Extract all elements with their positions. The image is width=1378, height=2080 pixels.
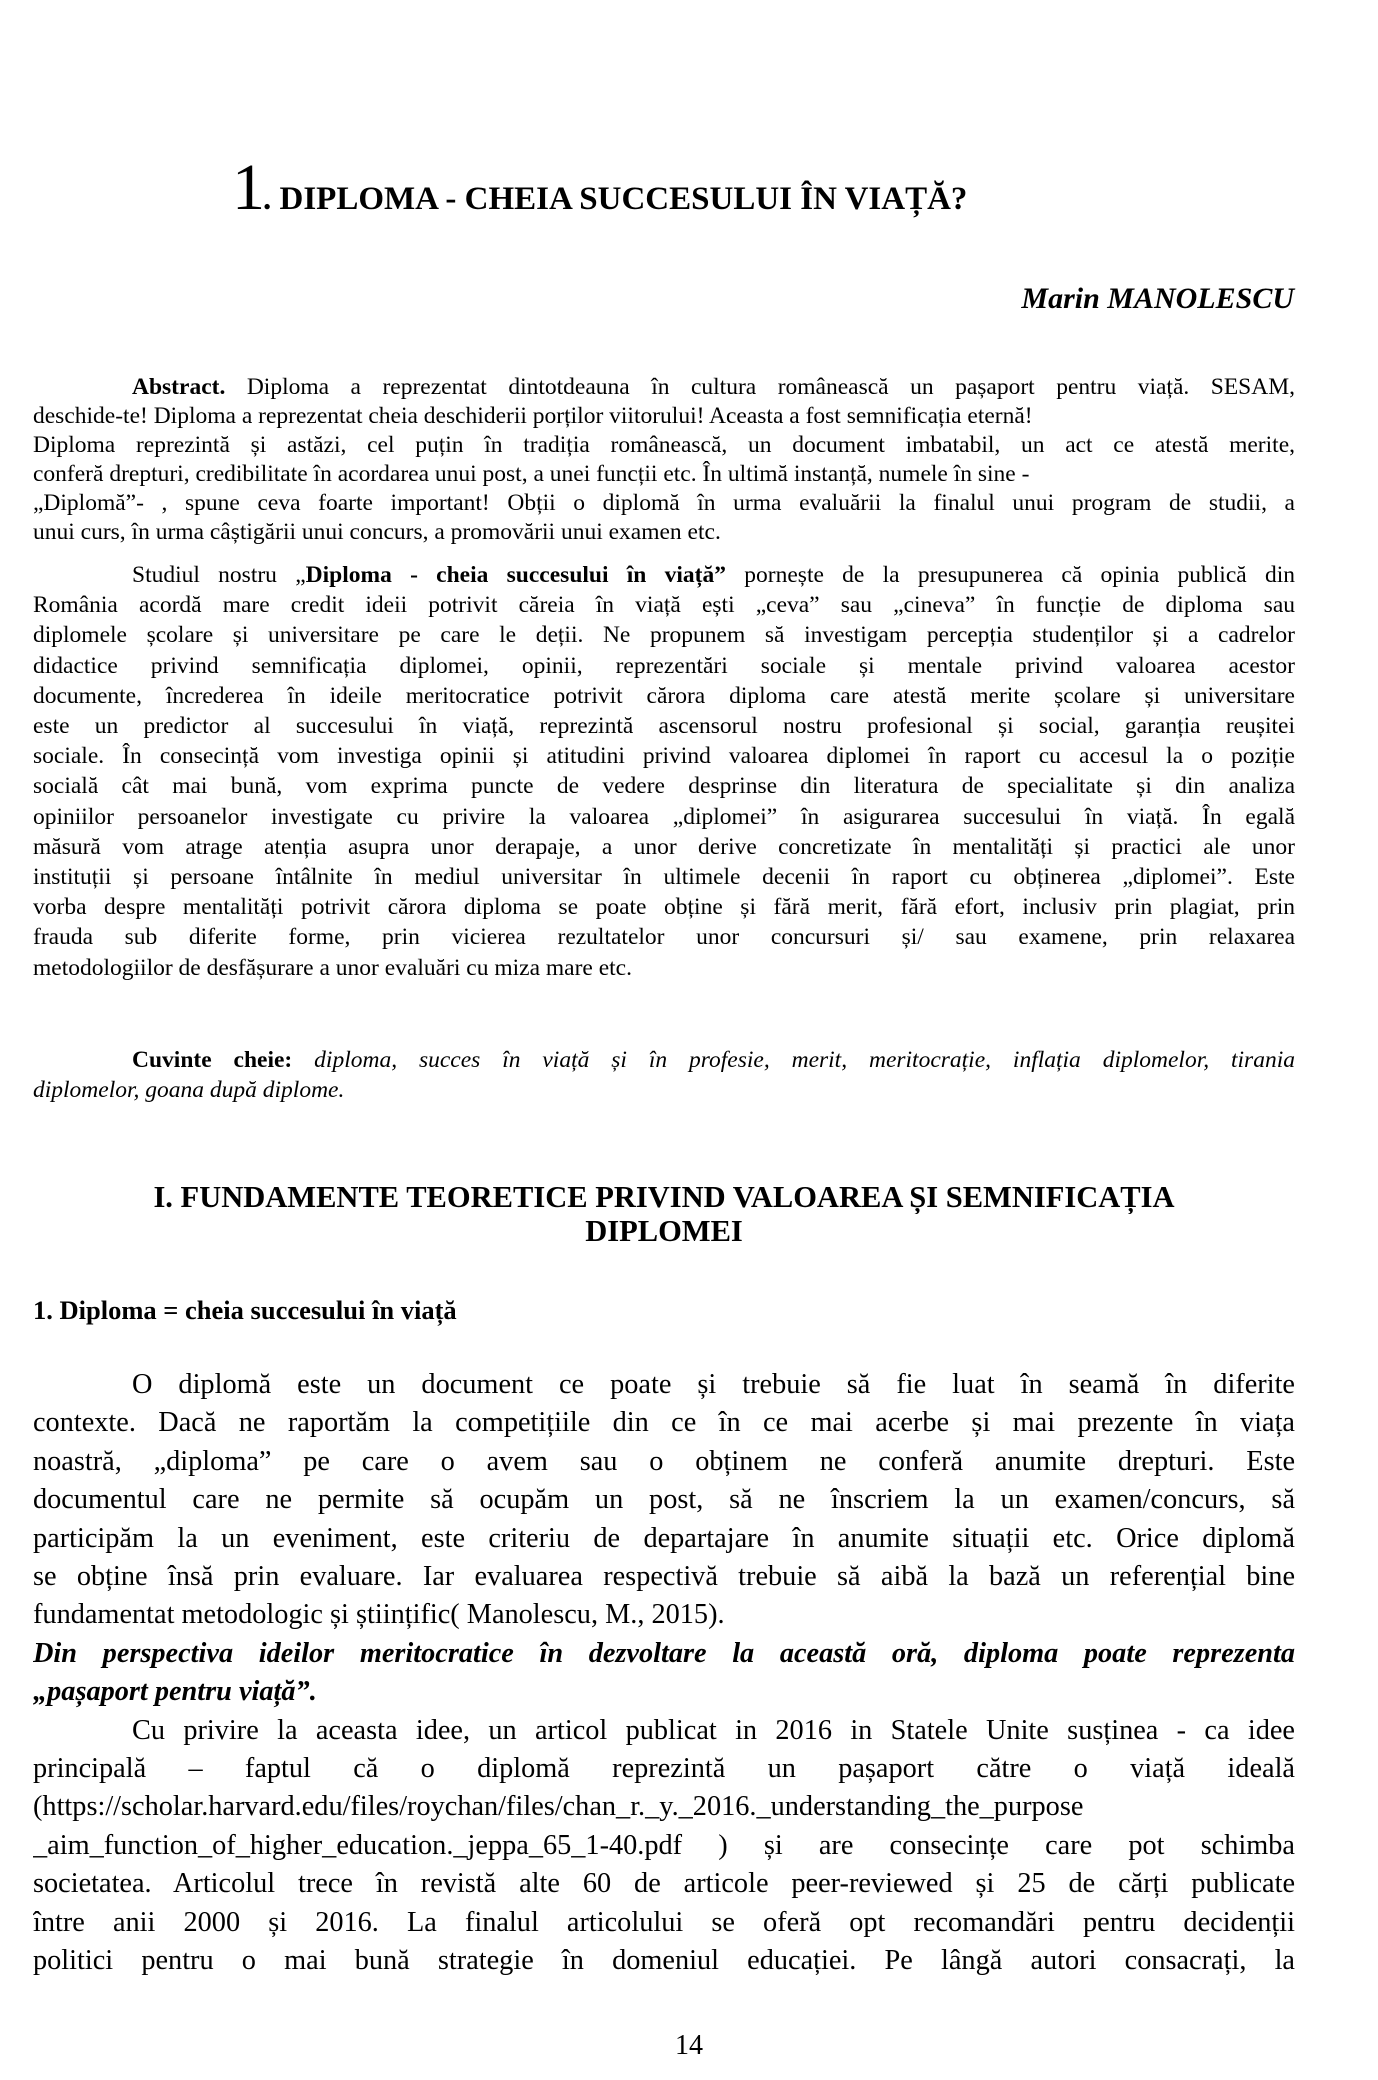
chapter-number: 1	[232, 151, 263, 224]
study-line: socială cât mai bună, vom exprima puncte de vedere desprinse din literatura de specialitate și din analiza	[33, 773, 1295, 800]
body-line: participăm la un eveniment, este criteriu de departajare în anumite situații etc. Orice diplomă	[33, 1522, 1295, 1554]
chapter-title	[232, 150, 967, 226]
abstract-label: Abstract.	[132, 374, 226, 400]
study-line: diplomele școlare și universitare pe care le deții. Ne propunem să investigam percepția studenților și a cadrelor	[33, 622, 1295, 649]
study-line: metodologiilor de desfășurare a unor evaluări cu miza mare etc.	[33, 954, 632, 981]
page-number: 14	[675, 2030, 703, 2061]
body-line: societatea. Articolul trece în revistă alte 60 de articole peer-reviewed și 25 de cărți publicate	[33, 1868, 1295, 1900]
body-line: fundamentat metodologic și științific( Manolescu, M., 2015).	[33, 1599, 725, 1631]
abstract-line: conferă drepturi, credibilitate în acordarea unui post, a unei funcții etc. În ultimă instanță, numele în sine -	[33, 460, 1030, 487]
study-line: instituții și persoane întâlnite în mediul universitar în ultimele decenii în raport cu obținerea „diplomei”. Este	[33, 864, 1295, 891]
author-name: Marin MANOLESCU	[1021, 282, 1294, 315]
body-line: _aim_function_of_higher_education._jeppa_65_1-40.pdf ) și are consecințe care pot schimba	[33, 1829, 1295, 1861]
abstract-line: unui curs, în urma câștigării unui concurs, a promovării unui examen etc.	[33, 518, 721, 545]
body-line: O diplomă este un document ce poate și trebuie să fie luat în seamă în diferite	[132, 1369, 1295, 1400]
abstract-line: „Diplomă”- , spune ceva foarte important! Obții o diplomă în urma evaluării la finalul unui program de studii, a	[33, 489, 1295, 516]
study-paragraph	[33, 560, 1295, 983]
abstract-line: deschide-te! Diploma a reprezentat cheia deschiderii porților viitorului! Aceasta a fost semnificația eternă!	[33, 402, 1033, 429]
body-line: se obține însă prin evaluare. Iar evaluarea respectivă trebuie să aibă la bază un referențial bine	[33, 1561, 1295, 1593]
abstract-line: Diploma reprezintă și astăzi, cel puțin în tradiția românească, un document imbatabil, un act ce atestă merite,	[33, 431, 1295, 458]
section-heading-line: DIPLOMEI	[585, 1214, 743, 1248]
study-line: sociale. În consecință vom investiga opinii și atitudini privind valoarea diplomei în raport cu accesul la o poziție	[33, 743, 1295, 770]
study-line: măsură vom atrage atenția asupra unor derapaje, a unor derive concretizate în mentalități și practici ale unor	[33, 833, 1295, 860]
chapter-title-text: . DIPLOMA - CHEIA SUCCESULUI ÎN VIAȚĂ?	[263, 181, 968, 217]
study-line: Studiul nostru „Diploma - cheia succesului în viață” pornește de la presupunerea că opinia publică din	[132, 562, 1295, 588]
emphasis-line: Din perspectiva ideilor meritocratice în dezvoltare la această oră, diploma poate reprezenta	[33, 1637, 1295, 1669]
body-text	[33, 1366, 1295, 1981]
body-line: Cu privire la aceasta idee, un articol publicat in 2016 in Statele Unite susținea - ca idee	[132, 1714, 1295, 1746]
study-line: este un predictor al succesului în viață, reprezintă ascensorul nostru profesional și social, garanția reușitei	[33, 713, 1295, 740]
body-line: (https://scholar.harvard.edu/files/roychan/files/chan_r._y._2016._understanding_the_purpose	[33, 1791, 1084, 1823]
body-line: politici pentru o mai bună strategie în domeniul educației. Pe lângă autori consacrați, la	[33, 1945, 1295, 1977]
section-heading-line: I. FUNDAMENTE TEORETICE PRIVIND VALOAREA ȘI SEMNIFICAȚIA	[153, 1180, 1175, 1214]
keywords-label: Cuvinte cheie:	[132, 1047, 293, 1073]
study-line: frauda sub diferite forme, prin vicierea rezultatelor unor concursuri și/ sau examene, prin relaxarea	[33, 924, 1295, 951]
abstract	[33, 373, 1295, 546]
abstract-line: Abstract. Diploma a reprezentat dintotdeauna în cultura românească un pașaport pentru viață. SESAM,	[132, 374, 1295, 400]
body-line: contexte. Dacă ne raportăm la competițiile din ce în ce mai acerbe și mai prezente în viața	[33, 1407, 1295, 1439]
body-line: principală – faptul că o diplomă reprezintă un pașaport către o viață ideală	[33, 1753, 1295, 1785]
study-line: vorba despre mentalități potrivit cărora diploma se poate obține și fără merit, fără efort, inclusiv prin plagiat, prin	[33, 894, 1295, 921]
study-line: România acordă mare credit ideii potrivit căreia în viață ești „ceva” sau „cineva” în funcție de diploma sau	[33, 592, 1295, 619]
body-line: noastră, „diploma” pe care o avem sau o obținem ne conferă anumite drepturi. Este	[33, 1445, 1295, 1477]
study-line: didactice privind semnificația diplomei, opinii, reprezentări sociale și mentale privind valoarea acestor	[33, 652, 1295, 679]
keywords-line: Cuvinte cheie: diploma, succes în viață și în profesie, merit, meritocrație, inflația diplomelor, tirania	[132, 1047, 1295, 1073]
subsection-heading: 1. Diploma = cheia succesului în viață	[33, 1295, 457, 1325]
section-heading	[33, 1180, 1295, 1248]
emphasis-line: „pașaport pentru viață”.	[33, 1676, 317, 1708]
body-line: documentul care ne permite să ocupăm un post, să ne înscriem la un examen/concurs, să	[33, 1484, 1295, 1516]
keywords	[33, 1045, 1295, 1105]
study-line: opiniilor persoanelor investigate cu privire la valoarea „diplomei” în asigurarea succesului în viață. În egală	[33, 803, 1295, 830]
study-title-bold: Diploma - cheia succesului în viață”	[305, 562, 727, 588]
study-line: documente, încrederea în ideile meritocratice potrivit cărora diploma care atestă merite școlare și universitare	[33, 682, 1295, 709]
body-line: între anii 2000 și 2016. La finalul articolului se oferă opt recomandări pentru decidenții	[33, 1906, 1295, 1938]
keywords-line: diplomelor, goana după diplome.	[33, 1077, 345, 1103]
